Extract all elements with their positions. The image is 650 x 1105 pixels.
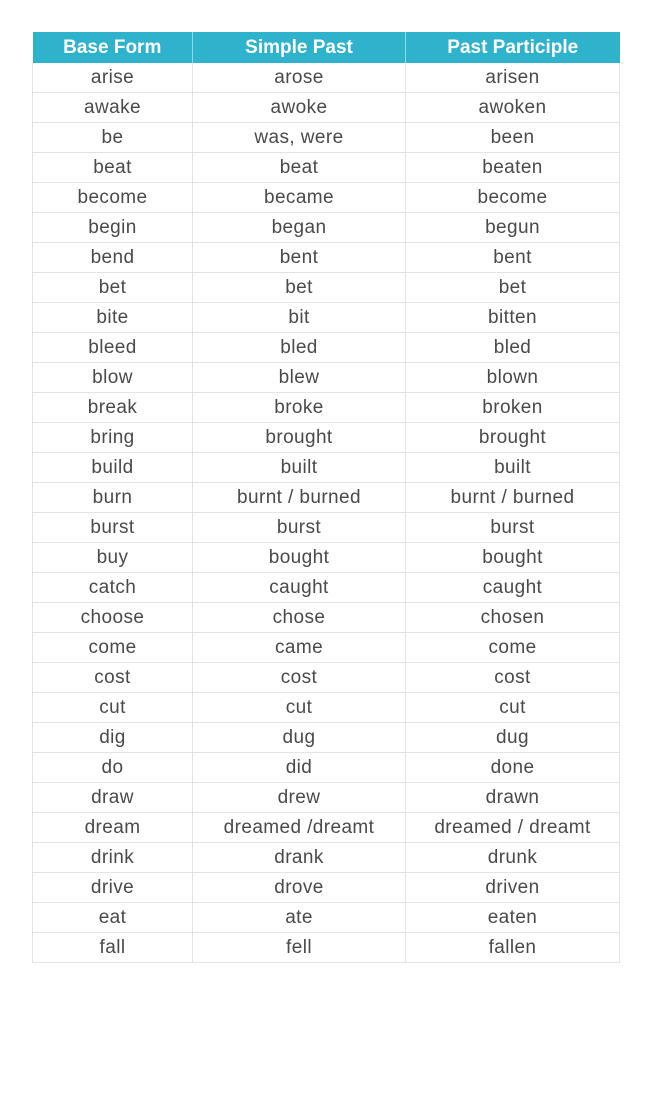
past-participle-cell: burst	[406, 513, 620, 543]
past-participle-cell: chosen	[406, 603, 620, 633]
past-participle-cell: dreamed / dreamt	[406, 813, 620, 843]
base-form-cell: dream	[33, 813, 193, 843]
past-participle-cell: blown	[406, 363, 620, 393]
table-row	[33, 333, 620, 363]
table-row	[33, 693, 620, 723]
table-row	[33, 93, 620, 123]
base-form-cell: cost	[33, 663, 193, 693]
simple-past-cell: awoke	[193, 93, 406, 123]
base-form-cell: choose	[33, 603, 193, 633]
base-form-cell: eat	[33, 903, 193, 933]
simple-past-cell: drank	[193, 843, 406, 873]
table-row	[33, 933, 620, 963]
past-participle-cell: bent	[406, 243, 620, 273]
simple-past-cell: burnt / burned	[193, 483, 406, 513]
table-row	[33, 813, 620, 843]
table-row	[33, 873, 620, 903]
past-participle-cell: bought	[406, 543, 620, 573]
header-past-participle: Past Participle	[406, 32, 620, 63]
header-base-form: Base Form	[33, 32, 193, 63]
base-form-cell: beat	[33, 153, 193, 183]
table-header	[33, 32, 620, 63]
table-row	[33, 363, 620, 393]
table-row	[33, 843, 620, 873]
base-form-cell: drive	[33, 873, 193, 903]
table-row	[33, 123, 620, 153]
simple-past-cell: burst	[193, 513, 406, 543]
simple-past-cell: cost	[193, 663, 406, 693]
table-row	[33, 213, 620, 243]
table-row	[33, 273, 620, 303]
table-row	[33, 723, 620, 753]
simple-past-cell: broke	[193, 393, 406, 423]
past-participle-cell: bled	[406, 333, 620, 363]
base-form-cell: arise	[33, 63, 193, 93]
simple-past-cell: was, were	[193, 123, 406, 153]
past-participle-cell: brought	[406, 423, 620, 453]
simple-past-cell: cut	[193, 693, 406, 723]
simple-past-cell: brought	[193, 423, 406, 453]
simple-past-cell: arose	[193, 63, 406, 93]
simple-past-cell: bled	[193, 333, 406, 363]
past-participle-cell: arisen	[406, 63, 620, 93]
past-participle-cell: drawn	[406, 783, 620, 813]
past-participle-cell: drunk	[406, 843, 620, 873]
table-row	[33, 783, 620, 813]
header-simple-past: Simple Past	[193, 32, 406, 63]
base-form-cell: bring	[33, 423, 193, 453]
past-participle-cell: dug	[406, 723, 620, 753]
base-form-cell: catch	[33, 573, 193, 603]
base-form-cell: burn	[33, 483, 193, 513]
table-row	[33, 573, 620, 603]
past-participle-cell: been	[406, 123, 620, 153]
simple-past-cell: dreamed /dreamt	[193, 813, 406, 843]
simple-past-cell: drove	[193, 873, 406, 903]
past-participle-cell: caught	[406, 573, 620, 603]
simple-past-cell: began	[193, 213, 406, 243]
simple-past-cell: blew	[193, 363, 406, 393]
table-row	[33, 483, 620, 513]
simple-past-cell: chose	[193, 603, 406, 633]
simple-past-cell: fell	[193, 933, 406, 963]
simple-past-cell: dug	[193, 723, 406, 753]
past-participle-cell: eaten	[406, 903, 620, 933]
simple-past-cell: became	[193, 183, 406, 213]
base-form-cell: begin	[33, 213, 193, 243]
simple-past-cell: ate	[193, 903, 406, 933]
base-form-cell: be	[33, 123, 193, 153]
table-row	[33, 63, 620, 93]
base-form-cell: bleed	[33, 333, 193, 363]
base-form-cell: bite	[33, 303, 193, 333]
base-form-cell: blow	[33, 363, 193, 393]
table-row	[33, 543, 620, 573]
past-participle-cell: bitten	[406, 303, 620, 333]
base-form-cell: build	[33, 453, 193, 483]
past-participle-cell: begun	[406, 213, 620, 243]
past-participle-cell: built	[406, 453, 620, 483]
simple-past-cell: bought	[193, 543, 406, 573]
past-participle-cell: cut	[406, 693, 620, 723]
past-participle-cell: come	[406, 633, 620, 663]
table-row	[33, 903, 620, 933]
base-form-cell: break	[33, 393, 193, 423]
past-participle-cell: cost	[406, 663, 620, 693]
simple-past-cell: bet	[193, 273, 406, 303]
base-form-cell: bet	[33, 273, 193, 303]
base-form-cell: do	[33, 753, 193, 783]
base-form-cell: become	[33, 183, 193, 213]
past-participle-cell: become	[406, 183, 620, 213]
simple-past-cell: bent	[193, 243, 406, 273]
table-row	[33, 243, 620, 273]
past-participle-cell: broken	[406, 393, 620, 423]
past-participle-cell: fallen	[406, 933, 620, 963]
table-row	[33, 513, 620, 543]
base-form-cell: draw	[33, 783, 193, 813]
header-row	[33, 32, 620, 63]
base-form-cell: dig	[33, 723, 193, 753]
past-participle-cell: burnt / burned	[406, 483, 620, 513]
table-body	[33, 63, 620, 963]
table-row	[33, 633, 620, 663]
table-row	[33, 663, 620, 693]
base-form-cell: buy	[33, 543, 193, 573]
table-row	[33, 393, 620, 423]
past-participle-cell: beaten	[406, 153, 620, 183]
past-participle-cell: bet	[406, 273, 620, 303]
table-row	[33, 453, 620, 483]
simple-past-cell: did	[193, 753, 406, 783]
past-participle-cell: done	[406, 753, 620, 783]
base-form-cell: bend	[33, 243, 193, 273]
table-row	[33, 183, 620, 213]
table-row	[33, 153, 620, 183]
table-row	[33, 423, 620, 453]
simple-past-cell: drew	[193, 783, 406, 813]
simple-past-cell: came	[193, 633, 406, 663]
base-form-cell: fall	[33, 933, 193, 963]
simple-past-cell: bit	[193, 303, 406, 333]
past-participle-cell: awoken	[406, 93, 620, 123]
base-form-cell: awake	[33, 93, 193, 123]
table-row	[33, 303, 620, 333]
base-form-cell: drink	[33, 843, 193, 873]
simple-past-cell: beat	[193, 153, 406, 183]
past-participle-cell: driven	[406, 873, 620, 903]
base-form-cell: burst	[33, 513, 193, 543]
table-row	[33, 603, 620, 633]
base-form-cell: cut	[33, 693, 193, 723]
base-form-cell: come	[33, 633, 193, 663]
simple-past-cell: caught	[193, 573, 406, 603]
simple-past-cell: built	[193, 453, 406, 483]
irregular-verbs-table	[32, 32, 620, 963]
table-row	[33, 753, 620, 783]
